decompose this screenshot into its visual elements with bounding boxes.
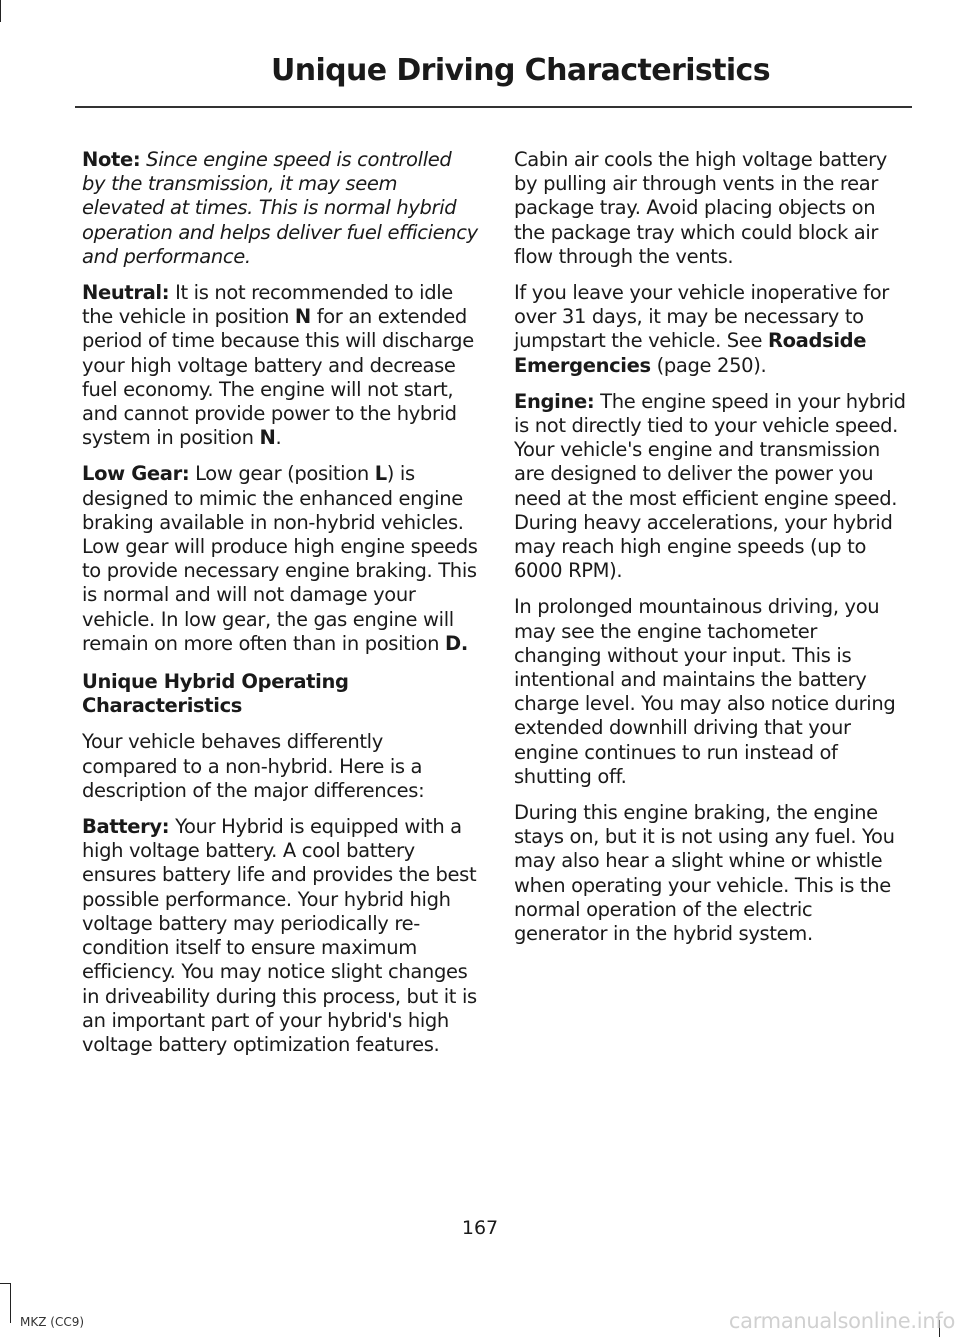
intro-paragraph: Your vehicle behaves differently compared to a non-hybrid. Here is a description of the major differences:: [82, 730, 425, 802]
neutral-text-2: for an extended period of time because this will discharge your high voltage battery and decrease fuel economy. The engine will not start, and cannot provide power to the hybrid system in position: [82, 305, 474, 450]
lowgear-paragraph: [82, 462, 478, 656]
neutral-paragraph: [82, 281, 478, 450]
inoperative-text: If you leave your vehicle inoperative for over 31 days, it may be necessary to jumpstart the vehicle. See: [514, 281, 889, 353]
note-paragraph: [82, 148, 478, 269]
crop-mark-top-left-v: [0, 0, 1, 22]
page-title: Unique Driving Characteristics: [270, 53, 770, 88]
engine-text: The engine speed in your hybrid is not directly tied to your vehicle speed. Your vehicle's engine and transmission are designed to deliver the power you need at the most efficient engine speed. During heavy accelerations, your hybrid may reach high engine speeds (up to 6000 RPM).: [514, 389, 906, 583]
lowgear-text-2: ) is designed to mimic the enhanced engine braking available in non-hybrid vehicles. Low gear will produce high engine speeds to provide necessary engine braking. This is normal and will not damage your vehicle. In low gear, the gas engine will remain on more often than in position: [82, 462, 478, 655]
roadside-emergencies-link[interactable]: Roadside Emergencies: [514, 329, 867, 377]
engine-paragraph: [514, 390, 910, 584]
note-text: Since engine speed is controlled by the transmission, it may seem elevated at times. This is normal hybrid operation and helps deliver fuel efficiency and performance.: [82, 148, 478, 268]
neutral-position-n-2: N: [259, 426, 276, 450]
lowgear-position-l: L: [374, 462, 387, 486]
left-column: [82, 148, 478, 1069]
battery-paragraph: [82, 815, 478, 1057]
lowgear-text-1: Low gear (position: [195, 462, 375, 486]
battery-text: Your Hybrid is equipped with a high voltage battery. A cool battery ensures battery life and provides the best possible performance. Your hybrid high voltage battery may periodically re-condition itself to ensure maximum efficiency. You may notice slight changes in driveability during this process, but it is an important part of your hybrid's high voltage battery optimization features.: [82, 815, 477, 1056]
lowgear-position-d: D.: [444, 631, 468, 655]
model-code: MKZ (CC9): [20, 1315, 85, 1329]
page-number: 167: [461, 1217, 499, 1239]
lowgear-label: Low Gear:: [82, 462, 190, 486]
braking-paragraph: During this engine braking, the engine stays on, but it is not using any fuel. You may also hear a slight whine or whistle when operating your vehicle. This is the normal operation of the electric generator in the hybrid system.: [514, 801, 895, 946]
engine-label: Engine:: [514, 389, 595, 413]
neutral-text-1: It is not recommended to idle the vehicle in position: [82, 281, 453, 329]
header-rule: [75, 106, 912, 108]
note-label: Note:: [82, 148, 141, 171]
battery-label: Battery:: [82, 815, 170, 839]
watermark: carmanualsonline.info: [728, 1309, 955, 1333]
crop-mark-bottom-left-v: [10, 1283, 11, 1323]
crop-mark-bottom-left-h: [0, 1283, 11, 1284]
neutral-position-n: N: [294, 305, 311, 329]
neutral-label: Neutral:: [82, 281, 170, 305]
cabin-air-paragraph: Cabin air cools the high voltage battery by pulling air through vents in the rear package tray. Avoid placing objects on the package tray which could block air flow through the vents.: [514, 148, 888, 268]
neutral-text-3: .: [275, 426, 282, 450]
inoperative-page-ref: (page 250).: [650, 353, 767, 377]
section-heading: Unique Hybrid Operating Characteristics: [82, 670, 349, 718]
inoperative-paragraph: [514, 281, 910, 378]
right-column: [514, 148, 910, 958]
mountain-paragraph: In prolonged mountainous driving, you may see the engine tachometer changing without your input. This is intentional and maintains the battery charge level. You may also notice during extended downhill driving that your engine continues to run instead of shutting off.: [514, 595, 896, 788]
